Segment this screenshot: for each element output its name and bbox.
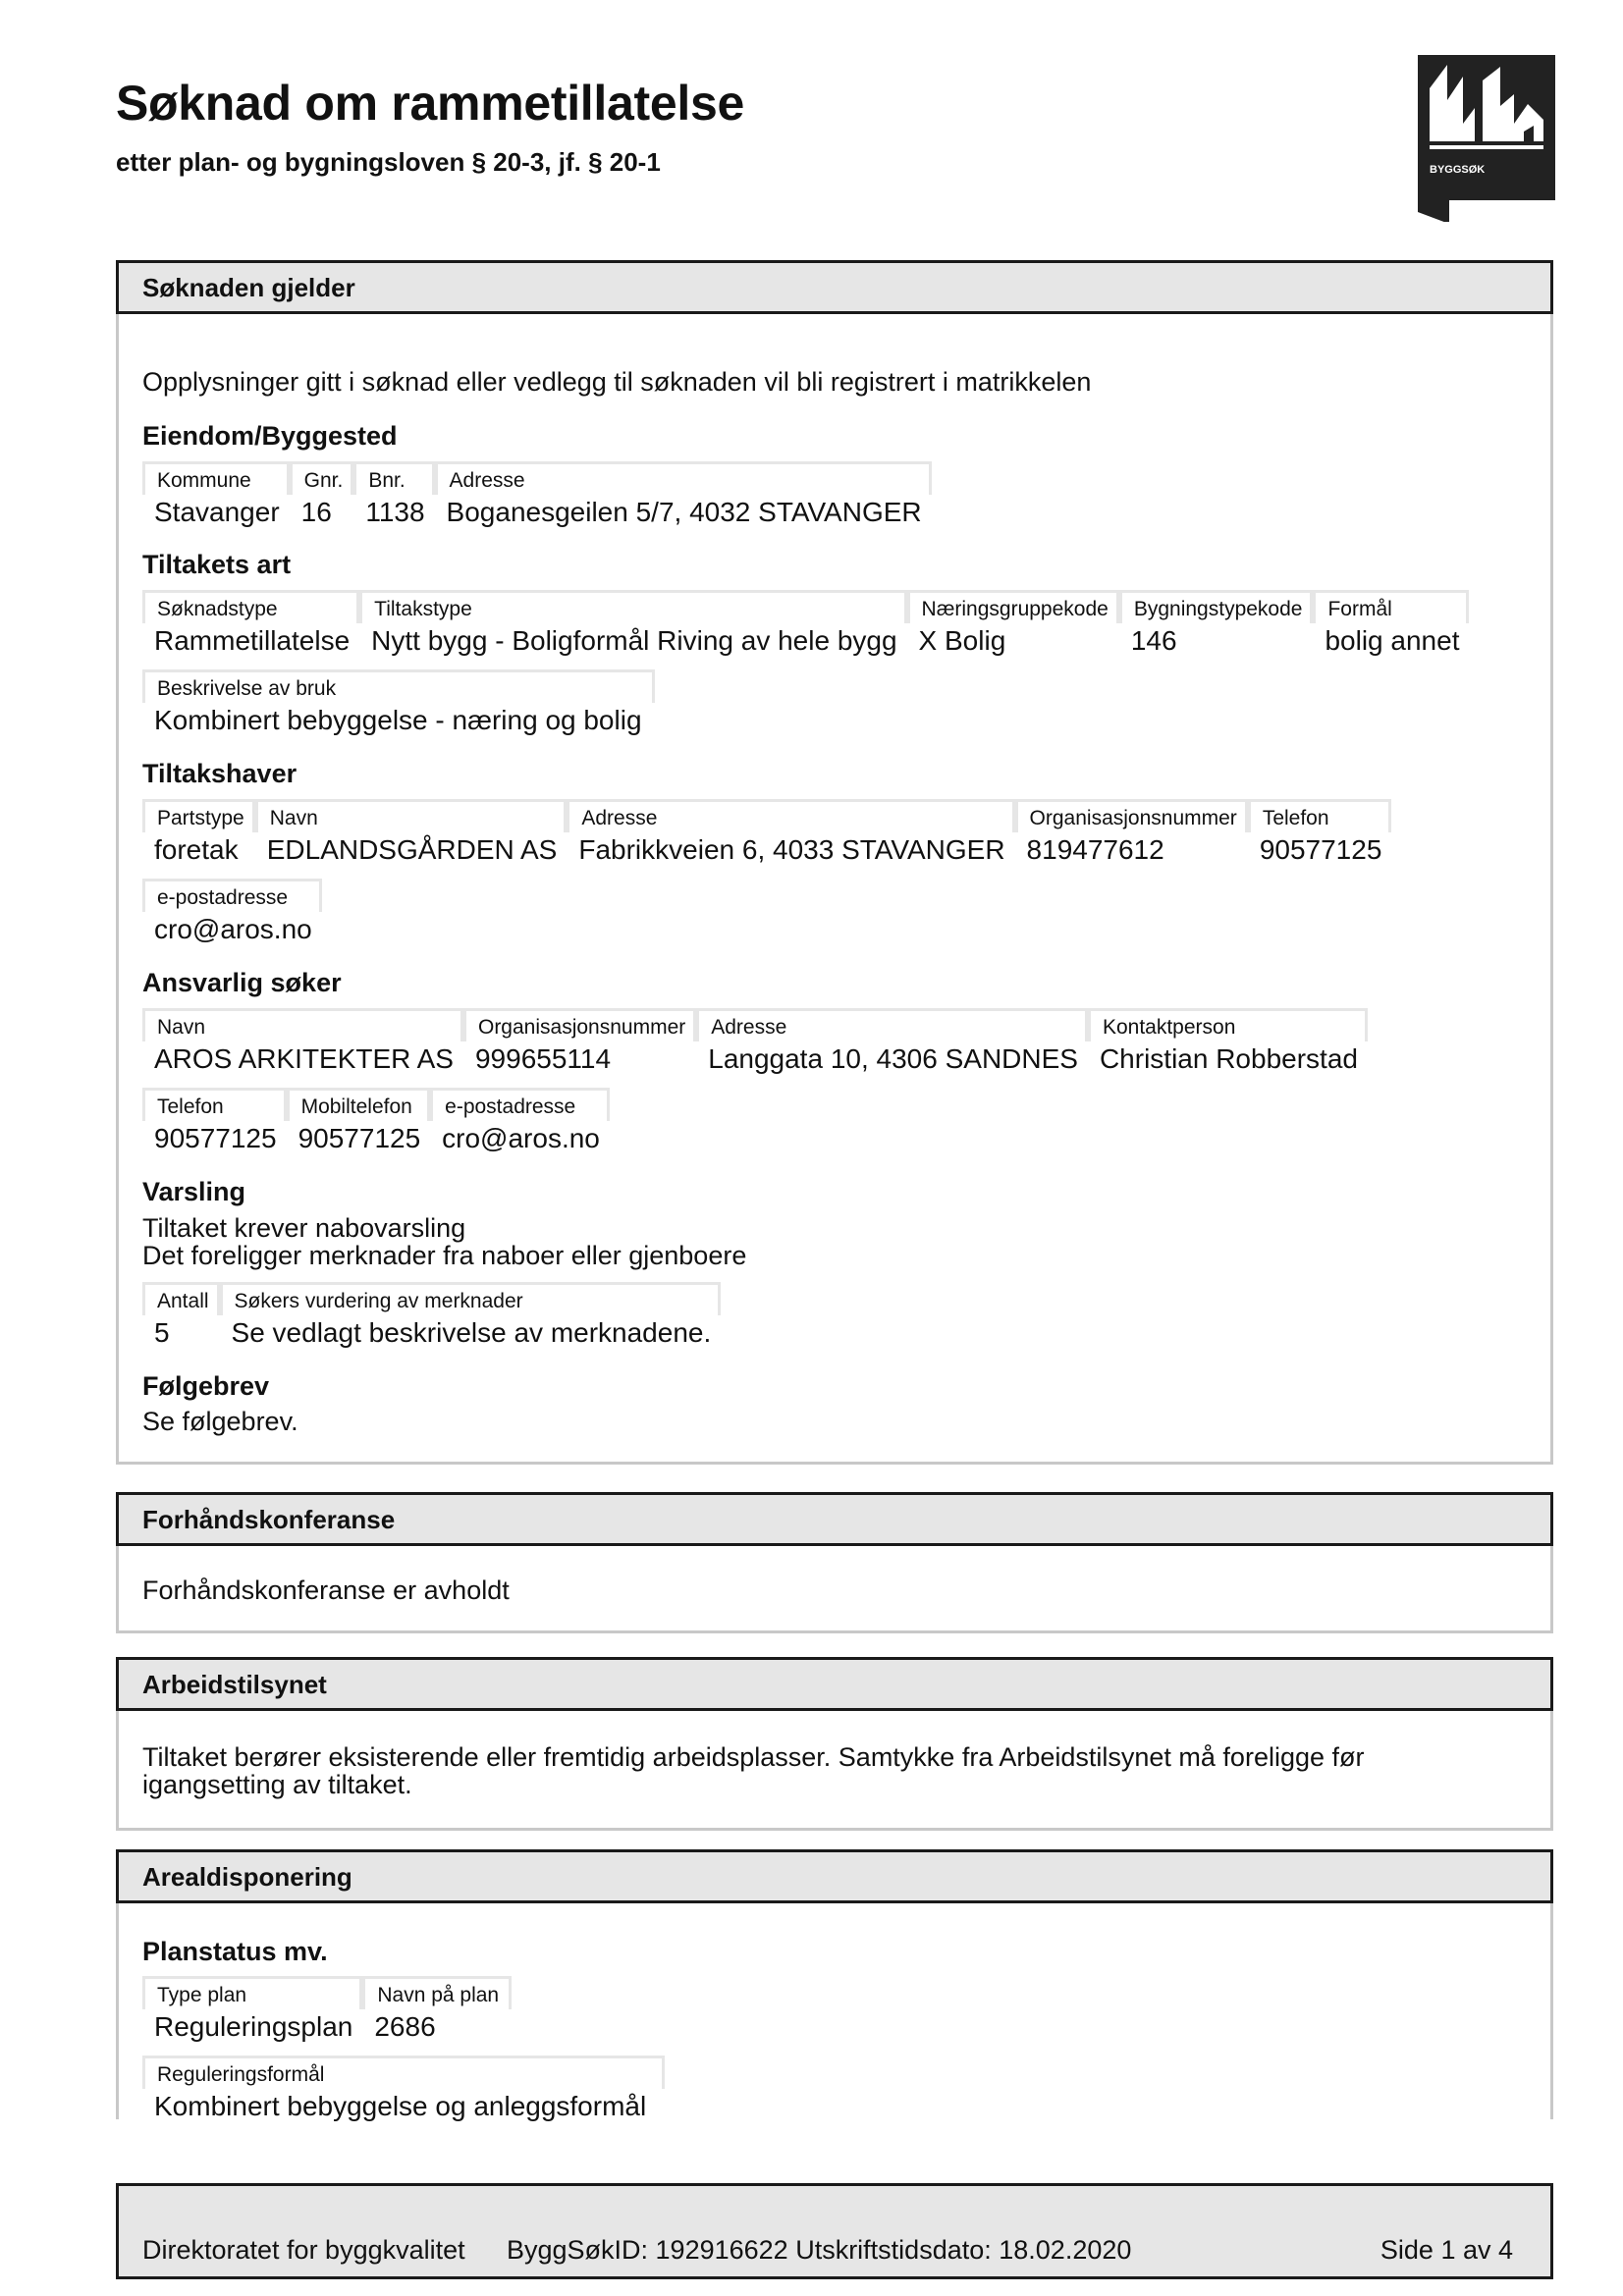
field-adresse: Adresse Langgata 10, 4306 SANDNES [696, 1006, 1088, 1077]
varsling-heading: Varsling [142, 1177, 246, 1206]
field-telefon: Telefon 90577125 [142, 1086, 287, 1156]
field-adresse: Adresse Boganesgeilen 5/7, 4032 STAVANGER [435, 459, 932, 530]
eiendom-fields [142, 459, 932, 530]
field-telefon: Telefon 90577125 [1248, 797, 1392, 868]
field-antall: Antall 5 [142, 1280, 220, 1351]
tiltak-fields [142, 588, 1469, 659]
document-title: Søknad om rammetillatelse [116, 76, 744, 131]
arbeidstilsynet-line-1: Tiltaket berører eksisterende eller fremtidig arbeidsplasser. Samtykke fra Arbeidstilsynet må foreligge før [142, 1742, 1365, 1772]
tiltakshaver-epost-fields [142, 877, 322, 947]
ansvarlig-kontakt-fields [142, 1086, 610, 1156]
field-kontaktperson: Kontaktperson Christian Robberstad [1088, 1006, 1368, 1077]
intro-text: Opplysninger gitt i søknad eller vedlegg til søknaden vil bli registrert i matrikkelen [142, 367, 1092, 397]
field-sokers-vurdering: Søkers vurdering av merknader Se vedlagt beskrivelse av merknadene. [220, 1280, 722, 1351]
varsling-fields [142, 1280, 721, 1351]
section-heading-arealdisponering: Arealdisponering [116, 1849, 1553, 1903]
field-organisasjonsnummer: Organisasjonsnummer 999655114 [463, 1006, 696, 1077]
field-epostadresse: e-postadresse cro@aros.no [430, 1086, 610, 1156]
regulering-fields [142, 2054, 665, 2124]
field-kommune: Kommune Stavanger [142, 459, 290, 530]
field-formal: Formål bolig annet [1313, 588, 1469, 659]
footer-id: ByggSøkID: 192916622 Utskriftstidsdato: 18.02.2020 [507, 2235, 1132, 2265]
varsling-line-2: Det foreligger merknader fra naboer eller gjenboere [142, 1241, 747, 1270]
field-navn: Navn AROS ARKITEKTER AS [142, 1006, 463, 1077]
tiltakshaver-heading: Tiltakshaver [142, 759, 298, 788]
field-navn-pa-plan: Navn på plan 2686 [362, 1974, 512, 2045]
field-tiltakstype: Tiltakstype Nytt bygg - Boligformål Riving av hele bygg [359, 588, 906, 659]
tiltak-heading: Tiltakets art [142, 550, 292, 579]
tiltakshaver-fields [142, 797, 1391, 868]
field-type-plan: Type plan Reguleringsplan [142, 1974, 362, 2045]
varsling-line-1: Tiltaket krever nabovarsling [142, 1213, 466, 1243]
field-partstype: Partstype foretak [142, 797, 255, 868]
footer-org: Direktoratet for byggkvalitet [142, 2235, 465, 2265]
ansvarlig-fields [142, 1006, 1368, 1077]
bruk-fields [142, 667, 655, 738]
arbeidstilsynet-line-2: igangsetting av tiltaket. [142, 1770, 412, 1799]
footer-page-number: Side 1 av 4 [1380, 2235, 1513, 2265]
logo-text: BYGGSØK [1430, 164, 1486, 176]
field-bnr: Bnr. 1138 [353, 459, 434, 530]
field-mobiltelefon: Mobiltelefon 90577125 [287, 1086, 431, 1156]
field-organisasjonsnummer: Organisasjonsnummer 819477612 [1015, 797, 1248, 868]
folgebrev-text: Se følgebrev. [142, 1407, 298, 1436]
section-heading-arbeidstilsynet: Arbeidstilsynet [116, 1657, 1553, 1711]
ansvarlig-heading: Ansvarlig søker [142, 968, 342, 997]
eiendom-heading: Eiendom/Byggested [142, 421, 398, 451]
field-soknadstype: Søknadstype Rammetillatelse [142, 588, 359, 659]
folgebrev-heading: Følgebrev [142, 1371, 270, 1401]
planstatus-fields [142, 1974, 512, 2045]
field-navn: Navn EDLANDSGÅRDEN AS [255, 797, 568, 868]
byggsok-logo [1418, 55, 1555, 222]
field-beskrivelse-bruk: Beskrivelse av bruk Kombinert bebyggelse - næring og bolig [142, 667, 655, 738]
forhandskonferanse-text: Forhåndskonferanse er avholdt [142, 1575, 510, 1605]
field-bygningstypekode: Bygningstypekode 146 [1119, 588, 1314, 659]
planstatus-heading: Planstatus mv. [142, 1937, 328, 1966]
page-footer [116, 2183, 1553, 2279]
field-gnr: Gnr. 16 [290, 459, 354, 530]
section-heading-forhandskonferanse: Forhåndskonferanse [116, 1492, 1553, 1546]
field-reguleringsformal: Reguleringsformål Kombinert bebyggelse og anleggsformål [142, 2054, 665, 2124]
section-heading-soknaden: Søknaden gjelder [116, 260, 1553, 314]
field-epostadresse: e-postadresse cro@aros.no [142, 877, 322, 947]
field-naeringsgruppekode: Næringsgruppekode X Bolig [907, 588, 1119, 659]
field-adresse: Adresse Fabrikkveien 6, 4033 STAVANGER [567, 797, 1014, 868]
document-subtitle: etter plan- og bygningsloven § 20-3, jf. § 20-1 [116, 147, 661, 177]
